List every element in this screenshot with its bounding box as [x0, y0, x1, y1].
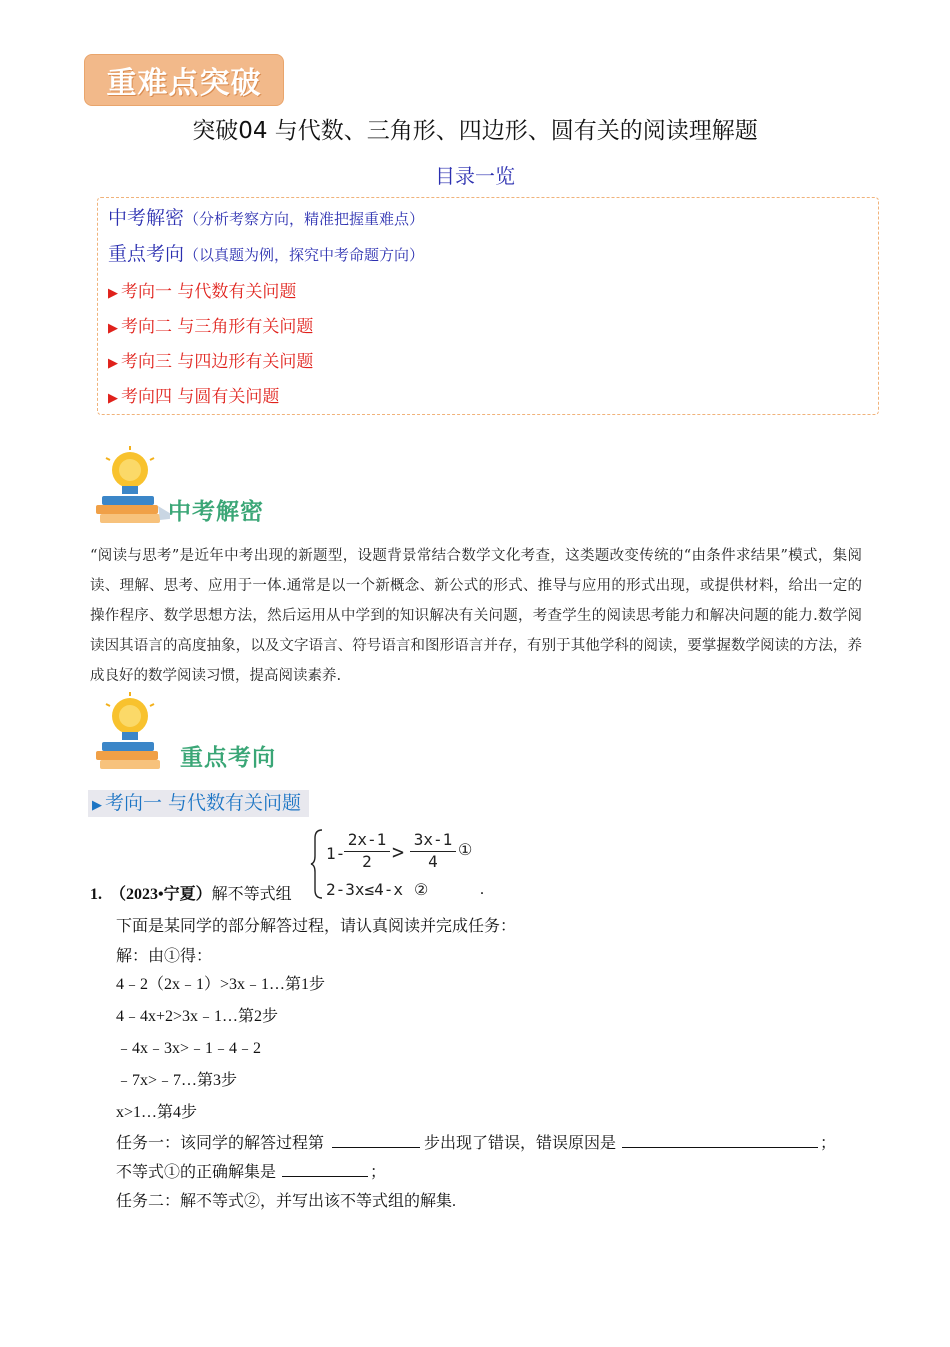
section-header-secret: [90, 444, 300, 534]
toc-item-direction[interactable]: [108, 239, 424, 266]
solution-lead: 解：由①得：: [116, 948, 213, 965]
solution-step-1: 4﹣2（2x﹣1）>3x﹣1…第1步: [116, 976, 326, 993]
section-header-direction: [90, 690, 300, 780]
toc-subitem-4[interactable]: [108, 382, 279, 407]
error-reason-blank[interactable]: [622, 1133, 818, 1148]
question-intro: 下面是某同学的部分解答过程，请认真阅读并完成任务：: [116, 918, 517, 935]
toc-subitem-label: 考向三 与四边形有关问题: [121, 352, 314, 372]
lightbulb-books-icon: [90, 690, 170, 780]
toc-item-secret[interactable]: [108, 203, 424, 230]
lightbulb-books-icon: [90, 444, 170, 534]
inequality-system: [310, 828, 490, 900]
left-brace-icon: [310, 828, 324, 900]
triangle-right-icon: ▶: [108, 391, 118, 406]
section-label: 重点考向: [180, 745, 276, 771]
toc-subitem-3[interactable]: [108, 347, 313, 372]
triangle-right-icon: ▶: [92, 798, 102, 813]
task-one-line-2: [116, 1159, 386, 1182]
task-one-text-c: 不等式①的正确解集是: [116, 1164, 277, 1181]
triangle-right-icon: ▶: [108, 356, 118, 371]
toc-subitem-2[interactable]: [108, 312, 313, 337]
triangle-right-icon: ▶: [108, 286, 118, 301]
toc-subitem-label: 考向四 与圆有关问题: [121, 387, 280, 407]
greater-than-sign: >: [392, 840, 405, 864]
document-title: 突破04 与代数、三角形、四边形、圆有关的阅读理解题: [192, 118, 758, 144]
task-one-end: ；: [820, 1135, 837, 1152]
task-one-text-b: 步出现了错误，错误原因是: [424, 1135, 617, 1152]
system-line2: 2-3x≤4-x: [326, 880, 404, 899]
toc-heading: 目录一览: [435, 164, 515, 188]
toc-item-label: 重点考向: [108, 243, 185, 265]
question-source: （2023•宁夏）: [110, 886, 212, 903]
toc-subitem-1[interactable]: [108, 277, 296, 302]
topic-heading-label: 考向一 与代数有关问题: [105, 792, 302, 814]
section-label: 中考解密: [168, 499, 264, 525]
task-two-line: 任务二：解不等式②，并写出该不等式组的解集.: [116, 1193, 457, 1210]
fraction2-denominator: 4: [428, 852, 438, 871]
question-1-header: [90, 881, 292, 904]
solution-step-3: ﹣4x﹣3x>﹣1﹣4﹣2: [116, 1040, 262, 1057]
question-trailing-period: .: [480, 881, 484, 898]
topic-heading: [88, 790, 309, 817]
task-one-line: [116, 1130, 836, 1153]
question-number: 1.: [90, 886, 102, 903]
table-of-contents: [97, 197, 879, 415]
fraction1-numerator: 2x-1: [347, 830, 387, 849]
task-one-c-end: ；: [370, 1164, 387, 1181]
solution-step-2: 4﹣4x+2>3x﹣1…第2步: [116, 1008, 279, 1025]
task-one-text-a: 任务一：该同学的解答过程第: [116, 1135, 325, 1152]
toc-subitem-label: 考向一 与代数有关问题: [121, 282, 297, 302]
solution-step-4: ﹣7x>﹣7…第3步: [116, 1072, 238, 1089]
solution-step-5: x>1…第4步: [116, 1104, 198, 1121]
circled-two: ②: [414, 880, 429, 899]
intro-paragraph: “阅读与思考”是近年中考出现的新题型，设题背景常结合数学文化考查，这类题改变传统的“由条件求结果”模式，集阅读、理解、思考、应用于一体.通常是以一个新概念、新公式的形式、推导与应用的形式出现，或提供材料，给出一定的操作程序、数学思想方法，然后运用从中学到的知识解决有关问题，考查学生的阅读思考能力和解决问题的能力.数学阅读因其语言的高度抽象，以及文字语言、符号语言和图形语言并存，有别于其他学科的阅读，要掌握数学阅读的方法，养成良好的数学阅读习惯，提高阅读素养.: [90, 548, 862, 684]
step-answer-blank[interactable]: [332, 1133, 420, 1148]
solution-set-blank[interactable]: [282, 1162, 368, 1177]
toc-subitem-label: 考向二 与三角形有关问题: [121, 317, 314, 337]
triangle-right-icon: ▶: [108, 321, 118, 336]
toc-item-label: 中考解密: [108, 207, 185, 229]
circled-one: ①: [458, 840, 473, 859]
toc-item-note: （分析考察方向，精准把握重难点）: [184, 210, 425, 228]
system-line1-lead: 1-: [326, 844, 346, 863]
fraction1-denominator: 2: [362, 852, 372, 871]
fraction2-numerator: 3x-1: [413, 830, 453, 849]
section-badge: 重难点突破: [84, 54, 284, 106]
toc-item-note: （以真题为例，探究中考命题方向）: [184, 246, 425, 264]
question-prompt: 解不等式组: [211, 886, 292, 903]
